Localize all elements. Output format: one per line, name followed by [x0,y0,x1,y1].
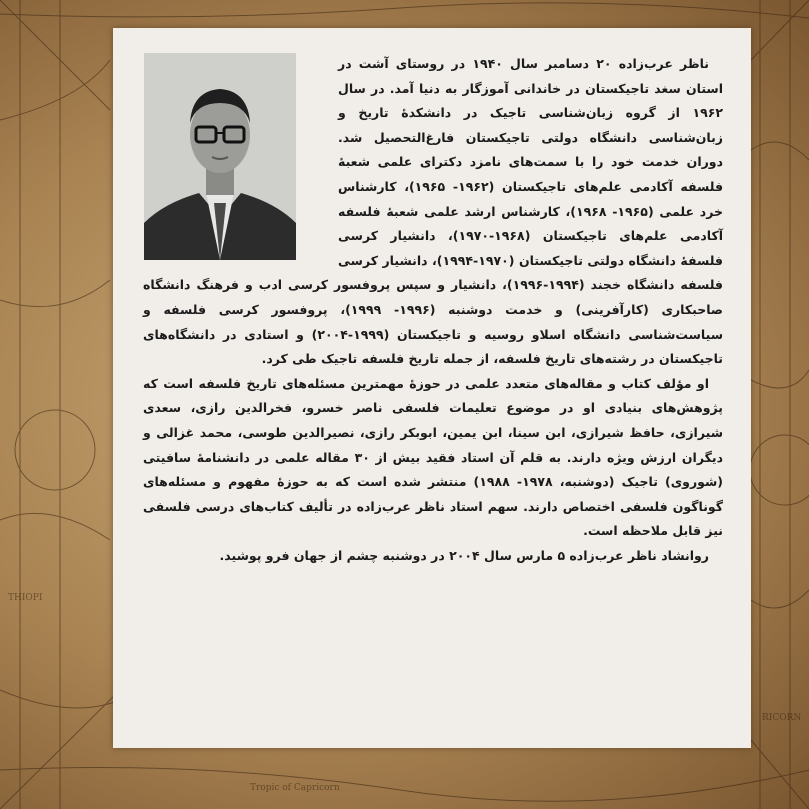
biography-paragraph-1: ناظر عرب‌زاده ۲۰ دسامبر سال ۱۹۴۰ در روستای آشت در استان سغد تاجیکستان در خاندانی آموزگار به دنیا آمد. در سال ۱۹۶۲ از گروه زبان‌شناسی تاجیک در دانشکدهٔ تاریخ و زبان‌شناسی دانشگاه دولتی تاجیکستان فارغ‌التحصیل شد. دوران خدمت خود را با سمت‌های نامزد دکترای علمی شعبهٔ فلسفه آکادمی علم‌های تاجیکستان (۱۹۶۲- ۱۹۶۵)، کارشناس خرد علمی (۱۹۶۵- ۱۹۶۸)، کارشناس ارشد علمی شعبهٔ فلسفه آکادمی علم‌های تاجیکستان (۱۹۶۸-۱۹۷۰)، دانشیار کرسی فلسفهٔ دانشگاه دولتی تاجیکستان (۱۹۷۰-۱۹۹۴)، دانشیار کرسی فلسفه دانشگاه خجند (۱۹۹۴-۱۹۹۶)، دانشیار و سپس پروفسور کرسی ادب و فرهنگ دانشگاه صاحبکاری (کارآفرینی) و خدمت دوشنبه (۱۹۹۶- ۱۹۹۹)، پروفسور کرسی فلسفه و سیاست‌شناسی دانشگاه اسلاو روسیه و تاجیکستان (۱۹۹۹-۲۰۰۴) و استادی در دانشگاه‌های تاجیکستان در رشته‌های تاریخ فلسفه، از جمله تاریخ فلسفه تاجیک طی کرد. [143,56,724,367]
biography-paragraph-3: روانشاد ناظر عرب‌زاده ۵ مارس سال ۲۰۰۴ در دوشنبه چشم از جهان فرو پوشید. [219,547,709,563]
svg-text:Tropic of Capricorn: Tropic of Capricorn [250,783,340,793]
biography-card [113,28,751,748]
biography-paragraph-2: او مؤلف کتاب و مقاله‌های متعدد علمی در حوزهٔ مهمترین مسئله‌های تاریخ فلسفه است که پژوهش‌های بنیادی او در موضوع تعلیمات فلسفی ناصر خسرو، فخرالدین رازی، سعدی شیرازی، حافظ شیرازی، ابن سینا، ابن یمین، ابوبکر رازی، نصیرالدین طوسی، محمد غزالی و دیگران ارزش ویژه دارند. به قلم آن استاد فقید بیش از ۳۰ مقاله علمی در دانشنامهٔ سافیتی (شوروی) تاجیک (دوشنبه، ۱۹۷۸- ۱۹۸۸) منتشر شده است که به حوزهٔ مفهوم و مسئله‌های گوناگون فلسفی اختصاص دارند. سهم استاد ناظر عرب‌زاده در تألیف کتاب‌های درسی فلسفی نیز قابل ملاحظه است. [143,375,723,539]
svg-text:RICORN: RICORN [762,713,802,723]
svg-text:THIOPI: THIOPI [8,593,43,603]
biography-text [143,52,723,568]
photo-spacer [143,52,338,262]
